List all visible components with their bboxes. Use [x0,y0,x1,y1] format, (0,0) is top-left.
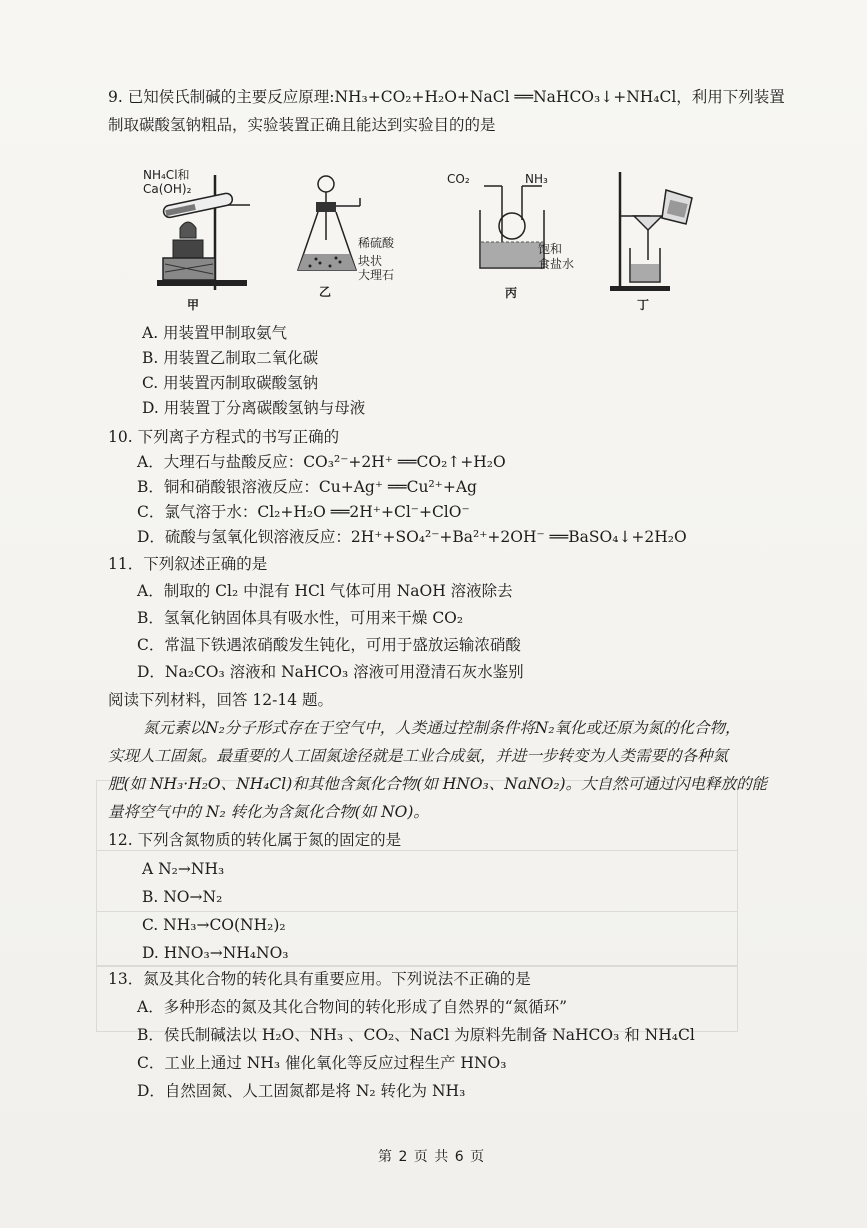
reading-paragraph-line2: 实现人工固氮。最重要的人工固氮途径就是工业合成氨，并进一步转变为人类需要的各种氮 [108,747,729,765]
q12-option-d: D. HNO₃→NH₄NO₃ [142,944,289,962]
q9-option-c: C. 用装置丙制取碳酸氢钠 [142,374,319,392]
yi-solid-label-2: 大理石 [358,268,395,282]
yi-solid-label-1: 块状 [358,254,383,268]
q11-option-a: A．制取的 Cl₂ 中混有 HCl 气体可用 NaOH 溶液除去 [137,582,513,600]
q10-stem: 10. 下列离子方程式的书写正确的 [108,428,340,446]
caption-ding: 丁 [637,298,650,312]
q13-option-b: B．侯氏制碱法以 H₂O、NH₃ 、CO₂、NaCl 为原料先制备 NaHCO₃ 和 NH₄Cl [137,1026,695,1044]
reading-paragraph-line3: 肥(如 NH₃·H₂O、NH₄Cl)和其他含氮化合物(如 HNO₃、NaNO₂)。大自然可通过闪电释放的能 [108,775,768,793]
q12-stem: 12. 下列含氮物质的转化属于氮的固定的是 [108,831,402,849]
jia-reagent-label-2: Ca(OH)₂ [143,182,192,196]
q11-option-c: C．常温下铁遇浓硝酸发生钝化，可用于盛放运输浓硝酸 [137,636,521,654]
q11-option-d: D．Na₂CO₃ 溶液和 NaHCO₃ 溶液可用澄清石灰水鉴别 [137,663,524,681]
apparatus-ding-figure [600,170,710,295]
reading-paragraph-line4: 量将空气中的 N₂ 转化为含氮化合物(如 NO)。 [108,803,429,821]
q9-option-a: A. 用装置甲制取氨气 [142,324,288,342]
q10-option-d: D．硫酸与氢氧化钡溶液反应：2H⁺+SO₄²⁻+Ba²⁺+2OH⁻ ══BaSO₄↓+2H₂O [137,528,687,546]
bing-nh3-label: NH₃ [525,172,548,186]
jia-reagent-label-1: NH₄Cl和 [143,168,190,182]
bing-liquid-label-2: 食盐水 [538,257,575,271]
q10-option-a: A．大理石与盐酸反应：CO₃²⁻+2H⁺ ══CO₂↑+H₂O [137,453,506,471]
q13-option-c: C．工业上通过 NH₃ 催化氧化等反应过程生产 HNO₃ [137,1054,507,1072]
caption-yi: 乙 [319,285,332,299]
q12-option-c: C. NH₃→CO(NH₂)₂ [142,916,286,934]
reading-intro: 阅读下列材料，回答 12-14 题。 [108,691,334,709]
q10-option-c: C．氯气溶于水：Cl₂+H₂O ══2H⁺+Cl⁻+ClO⁻ [137,503,470,521]
q13-stem: 13．氮及其化合物的转化具有重要应用。下列说法不正确的是 [108,970,531,988]
bing-co2-label: CO₂ [447,172,470,186]
q11-stem: 11．下列叙述正确的是 [108,555,268,573]
q12-option-b: B. NO→N₂ [142,888,223,906]
q9-option-b: B. 用装置乙制取二氧化碳 [142,349,319,367]
bleed-through-row [96,965,738,967]
caption-jia: 甲 [187,298,200,312]
q10-option-b: B．铜和硝酸银溶液反应：Cu+Ag⁺ ══Cu²⁺+Ag [137,478,477,496]
bing-liquid-label-1: 饱和 [538,242,563,256]
caption-bing: 丙 [505,286,518,300]
reading-paragraph-line1: 氮元素以N₂分子形式存在于空气中，人类通过控制条件将N₂氧化或还原为氮的化合物， [143,719,741,737]
q9-option-d: D. 用装置丁分离碳酸氢钠与母液 [142,399,366,417]
q9-stem-line2: 制取碳酸氢钠粗品，实验装置正确且能达到实验目的的是 [108,116,496,134]
q13-option-d: D．自然固氮、人工固氮都是将 N₂ 转化为 NH₃ [137,1082,466,1100]
q13-option-a: A．多种形态的氮及其化合物间的转化形成了自然界的“氮循环” [137,998,568,1016]
q9-stem-line1: 9. 已知侯氏制碱的主要反应原理:NH₃+CO₂+H₂O+NaCl ══NaHCO₃↓+NH₄Cl，利用下列装置 [108,88,785,106]
q12-option-a: A N₂→NH₃ [142,860,225,878]
yi-acid-label: 稀硫酸 [358,236,395,250]
q11-option-b: B．氢氧化钠固体具有吸水性，可用来干燥 CO₂ [137,609,464,627]
page-number-footer: 第 2 页 共 6 页 [378,1149,486,1165]
